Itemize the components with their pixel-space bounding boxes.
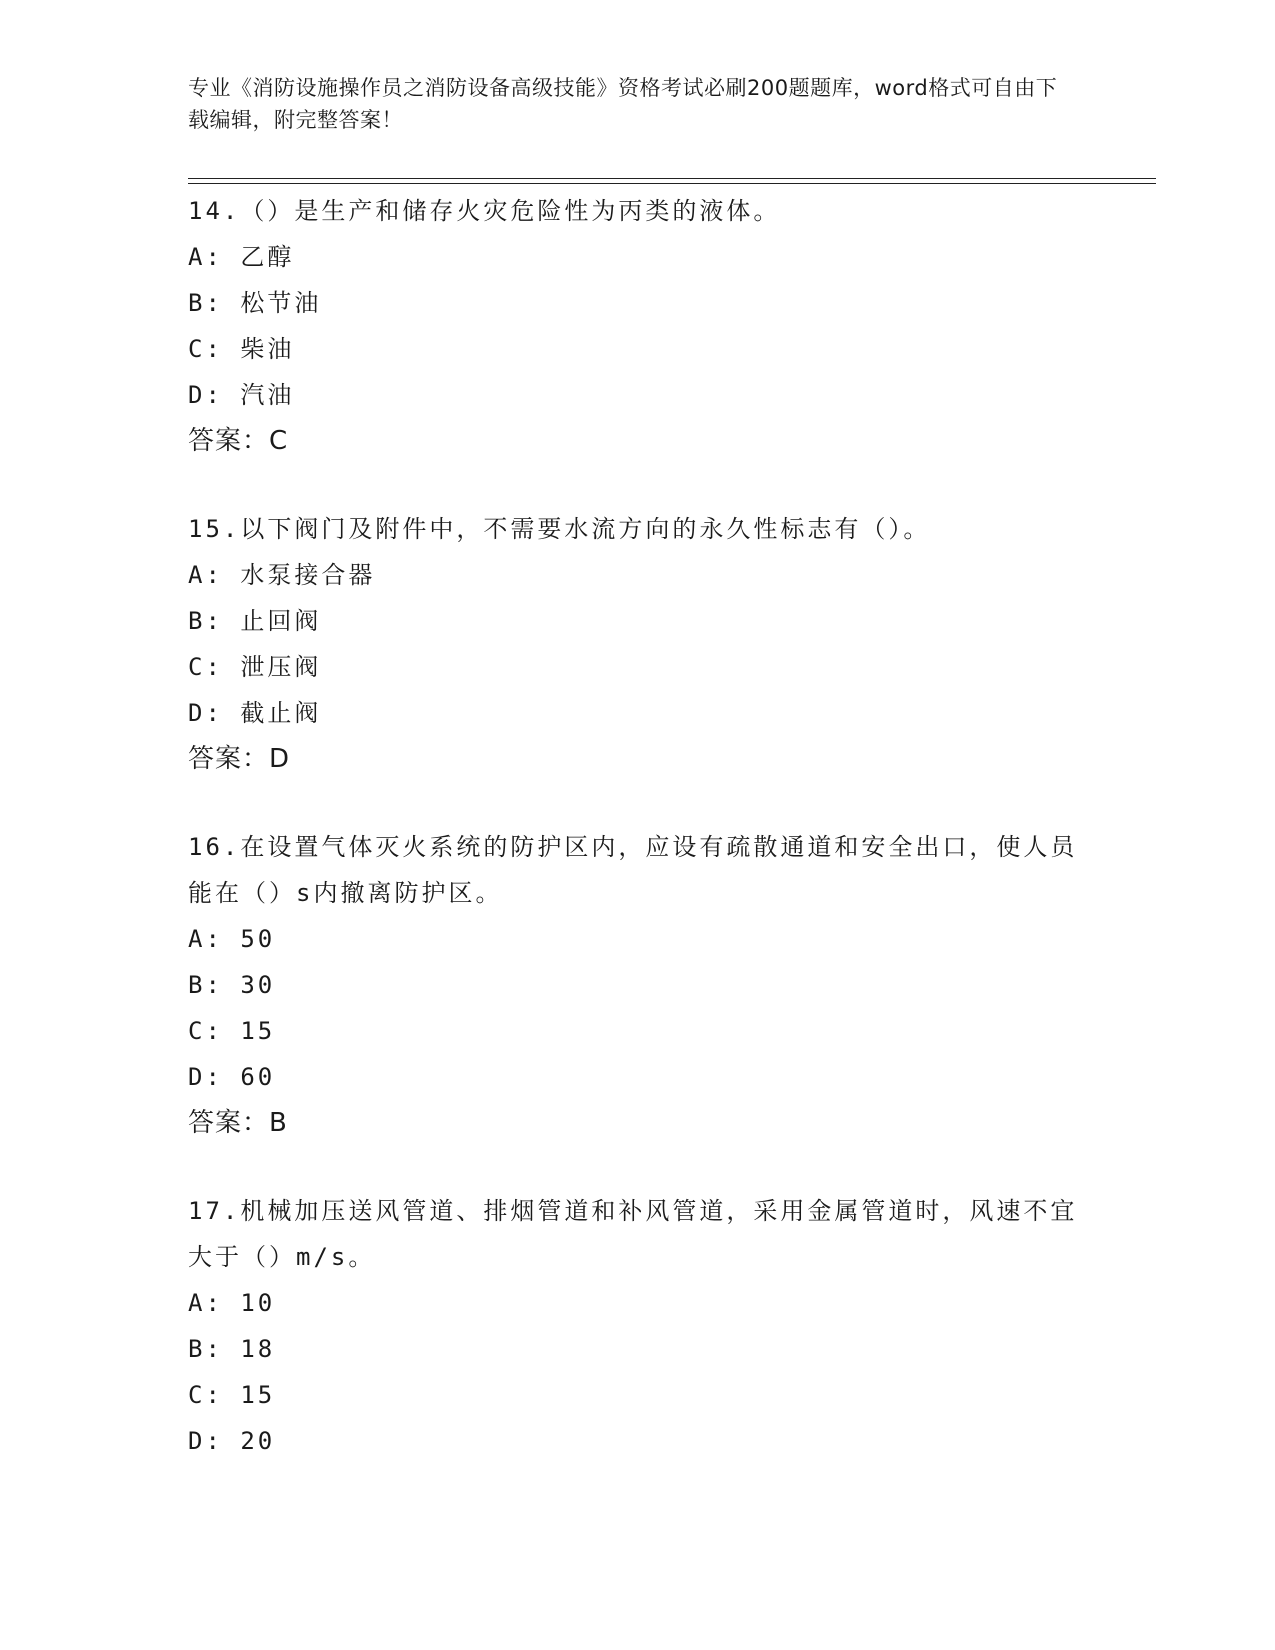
option-b: B: 18 bbox=[188, 1335, 276, 1363]
question-16 bbox=[188, 824, 1088, 1146]
option-a: A: 50 bbox=[188, 925, 276, 953]
option-a: A: 水泵接合器 bbox=[188, 561, 376, 589]
option-a: A: 乙醇 bbox=[188, 243, 295, 271]
question-stem: 16.在设置气体灭火系统的防护区内，应设有疏散通道和安全出口，使人员能在（）s内撤离防护区。 bbox=[188, 833, 1078, 907]
question-stem: 14.（）是生产和储存火灾危险性为丙类的液体。 bbox=[188, 197, 781, 225]
answer: 答案：D bbox=[188, 744, 291, 774]
question-stem: 15.以下阀门及附件中，不需要水流方向的永久性标志有（）。 bbox=[188, 515, 931, 543]
option-b: B: 松节油 bbox=[188, 289, 322, 317]
option-b: B: 30 bbox=[188, 971, 276, 999]
option-a: A: 10 bbox=[188, 1289, 276, 1317]
option-d: D: 20 bbox=[188, 1427, 276, 1455]
option-c: C: 柴油 bbox=[188, 335, 295, 363]
option-c: C: 泄压阀 bbox=[188, 653, 322, 681]
document-header: 专业《消防设施操作员之消防设备高级技能》资格考试必刷200题题库，word格式可自由下载编辑，附完整答案！ bbox=[188, 76, 1058, 132]
header-double-rule bbox=[188, 178, 1156, 184]
option-c: C: 15 bbox=[188, 1017, 276, 1045]
question-stem: 17.机械加压送风管道、排烟管道和补风管道，采用金属管道时，风速不宜大于（）m/s。 bbox=[188, 1197, 1078, 1271]
question-list bbox=[188, 188, 1088, 1506]
option-c: C: 15 bbox=[188, 1381, 276, 1409]
answer: 答案：C bbox=[188, 426, 289, 456]
option-d: D: 截止阀 bbox=[188, 699, 322, 727]
question-15 bbox=[188, 506, 1088, 782]
answer: 答案：B bbox=[188, 1108, 288, 1138]
option-d: D: 60 bbox=[188, 1063, 276, 1091]
option-b: B: 止回阀 bbox=[188, 607, 322, 635]
question-17 bbox=[188, 1188, 1088, 1464]
question-14 bbox=[188, 188, 1088, 464]
option-d: D: 汽油 bbox=[188, 381, 295, 409]
